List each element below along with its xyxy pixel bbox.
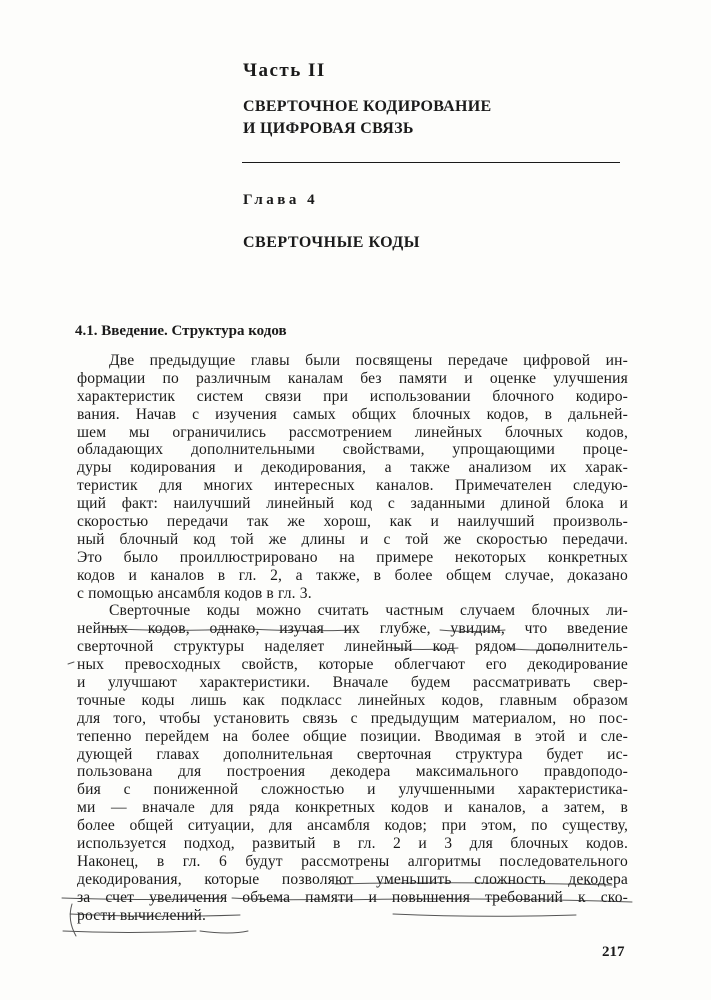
pencil-underline bbox=[200, 931, 248, 933]
text-line: шем мы ограничились рассмотрением линейных блочных кодов, bbox=[77, 423, 628, 441]
text-line: ный блочный код той же длины и с той же скоростью передачи. bbox=[77, 530, 628, 548]
text-line: вания. Начав с изучения самых общих блочных кодов, в дальней- bbox=[77, 405, 628, 423]
pencil-tick bbox=[68, 662, 74, 664]
text-line: используется подход, развитый в гл. 2 и 3 для блочных кодов. bbox=[77, 835, 628, 853]
text-line: для того, чтобы установить связь с предыдущим материалом, но пос- bbox=[77, 709, 628, 727]
section-divider bbox=[242, 162, 620, 163]
text-line: с помощью ансамбля кодов в гл. 3. bbox=[77, 584, 312, 602]
text-line: дуры кодирования и декодирования, а также анализом их харак- bbox=[77, 459, 628, 477]
text-line: бия с пониженной сложностью и улучшенными характеристика- bbox=[77, 781, 628, 799]
text-line: Сверточные коды можно считать частным случаем блочных ли- bbox=[109, 602, 628, 620]
text-line: щий факт: наилучший линейный код с заданными длиной блока и bbox=[77, 495, 628, 513]
text-line: кодов и каналов в гл. 2, а также, в более общем случае, доказано bbox=[77, 566, 628, 584]
text-line: рости вычислений. bbox=[77, 906, 207, 924]
text-line: пользована для построения декодера максимального правдоподо- bbox=[77, 763, 628, 781]
section-heading: 4.1. Введение. Структура кодов bbox=[75, 323, 287, 339]
text-line: и улучшают характеристики. Вначале будем рассматривать свер- bbox=[77, 674, 628, 692]
text-line: ми — вначале для ряда конкретных кодов и каналов, а затем, в bbox=[77, 799, 628, 817]
text-line: обладающих дополнительными свойствами, упрощающими проце- bbox=[77, 441, 628, 459]
text-line: дующей главах дополнительная сверточная структура будет ис- bbox=[77, 745, 628, 763]
text-line: Две предыдущие главы были посвящены передаче цифровой ин- bbox=[109, 352, 628, 369]
pencil-underline bbox=[63, 931, 196, 933]
text-line: декодирования, которые позволяют уменьшить сложность декодера bbox=[77, 870, 628, 888]
text-line: точные коды лишь как подкласс линейных кодов, главным образом bbox=[77, 691, 628, 709]
text-line: Наконец, в гл. 6 будут рассмотрены алгоритмы последовательного bbox=[77, 852, 628, 870]
chapter-title: СВЕРТОЧНЫЕ КОДЫ bbox=[243, 234, 421, 251]
paragraph bbox=[77, 602, 628, 924]
part-label: Часть II bbox=[243, 60, 326, 81]
text-line: более общей ситуации, для ансамбля кодов; при этом, по существу, bbox=[77, 817, 628, 835]
part-title bbox=[243, 96, 492, 140]
text-line: скоростью передачи так же хорош, как и наилучший произволь- bbox=[77, 513, 628, 531]
text-line: ных превосходных свойств, которые облегчают его декодирование bbox=[77, 656, 628, 674]
chapter-label: Глава 4 bbox=[243, 192, 319, 208]
text-line: теристик для многих интересных каналов. Примечателен следую- bbox=[77, 477, 628, 495]
text-line: сверточной структуры наделяет линейный код рядом дополнитель- bbox=[77, 638, 628, 656]
text-line: за счет увеличения объема памяти и повышения требований к ско- bbox=[77, 888, 628, 906]
pencil-bracket bbox=[70, 904, 76, 936]
text-line: нейных кодов, однако, изучая их глубже, увидим, что введение bbox=[77, 620, 628, 638]
body-text bbox=[77, 352, 628, 925]
text-line: Это было проиллюстрировано на примере некоторых конкретных bbox=[77, 548, 628, 566]
paragraph bbox=[77, 352, 628, 602]
page-number: 217 bbox=[602, 944, 625, 960]
part-title-line: И ЦИФРОВАЯ СВЯЗЬ bbox=[243, 120, 414, 137]
text-line: формации по различным каналам без памяти и оценке улучшения bbox=[77, 369, 628, 387]
part-title-line: СВЕРТОЧНОЕ КОДИРОВАНИЕ bbox=[243, 98, 492, 115]
text-line: тепенно перейдем на более общие позиции. Вводимая в этой и сле- bbox=[77, 727, 628, 745]
text-line: характеристик систем связи при использовании блочного кодиро- bbox=[77, 387, 628, 405]
